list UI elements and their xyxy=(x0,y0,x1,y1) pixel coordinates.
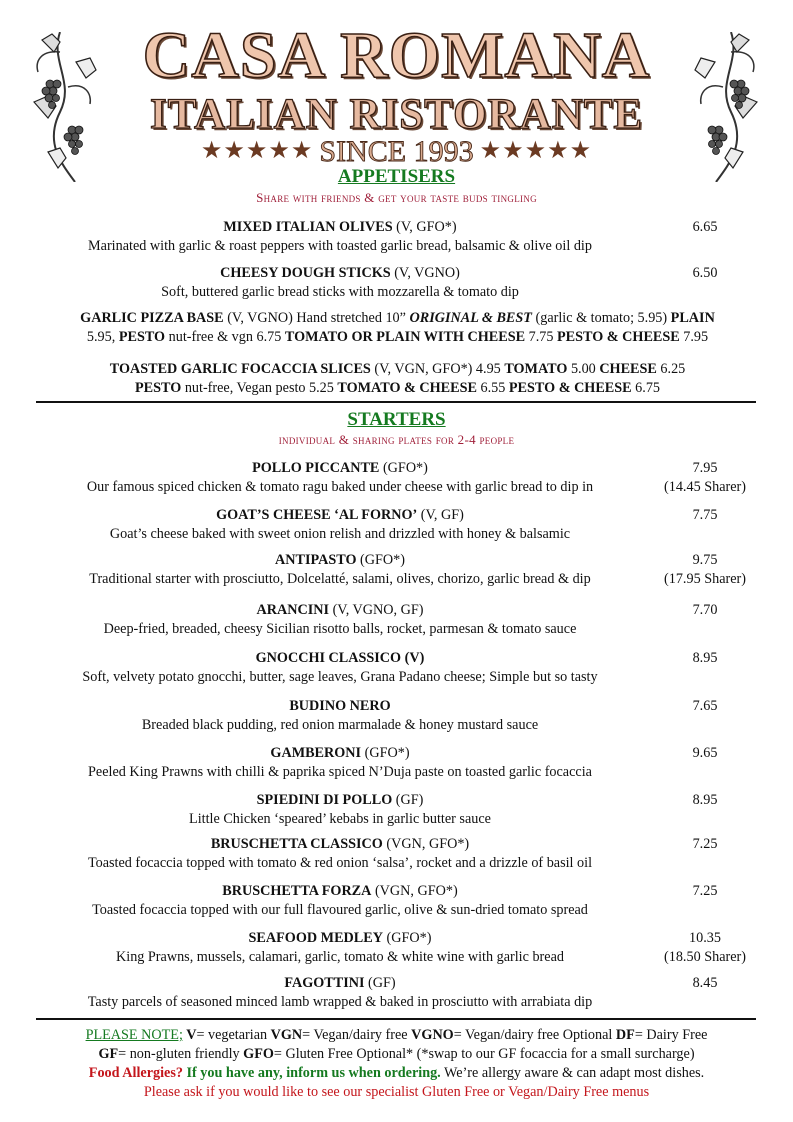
item-name: BRUSCHETTA CLASSICO xyxy=(210,836,383,852)
item-text: 7.75 xyxy=(525,329,557,345)
item-price: 10.35 xyxy=(689,930,721,946)
item-name: MIXED ITALIAN OLIVES xyxy=(223,219,393,235)
diet-key: GF xyxy=(98,1046,119,1062)
appetisers-tagline xyxy=(0,190,793,206)
item-text: nut-free & vgn 6.75 xyxy=(165,329,285,345)
item-name: GNOCCHI CLASSICO (V) xyxy=(255,650,425,666)
item-text: (V, VGN, GFO*) 4.95 xyxy=(370,361,505,377)
item-description: Our famous spiced chicken & tomato ragu baked under cheese with garlic bread to dip in xyxy=(86,478,594,495)
item-price: 8.95 xyxy=(692,650,718,666)
item-price: 9.75 xyxy=(692,552,718,568)
specialist-menus-note: Please ask if you would like to see our specialist Gluten Free or Vegan/Dairy Free menus xyxy=(143,1084,650,1100)
item-price: 8.95 xyxy=(692,792,718,808)
item-title xyxy=(40,649,640,668)
dietary-notes xyxy=(20,1026,773,1102)
starters-tagline xyxy=(0,432,793,448)
menu-item xyxy=(40,551,760,588)
menu-item xyxy=(40,744,760,781)
item-text: (V, VGNO) Hand stretched 10” xyxy=(223,310,410,326)
item-description: Tasty parcels of seasoned minced lamb wrapped & baked in prosciutto with arrabiata dip xyxy=(87,993,593,1010)
item-price: 9.65 xyxy=(692,745,718,761)
item-price: 7.95 xyxy=(692,460,718,476)
restaurant-subtitle: ITALIAN RISTORANTE xyxy=(149,91,644,138)
item-text: 7.95 xyxy=(679,329,709,345)
menu-item xyxy=(40,882,760,919)
item-description: Toasted focaccia topped with our full flavoured garlic, olive & sun-dried tomato spread xyxy=(92,901,588,918)
menu-item xyxy=(40,218,760,255)
menu-item xyxy=(40,459,760,496)
please-note-label: PLEASE NOTE; xyxy=(85,1027,183,1043)
diet-def: = Gluten Free Optional* (*swap to our GF focaccia for a small surcharge) xyxy=(273,1046,695,1062)
diet-key: VGNO xyxy=(411,1027,454,1043)
item-tags: (V, GFO*) xyxy=(392,219,457,235)
item-tags: (GF) xyxy=(392,792,424,808)
item-price: 7.25 xyxy=(692,883,718,899)
item-description: Toasted focaccia topped with tomato & red onion ‘salsa’, rocket and a drizzle of basil oil xyxy=(87,854,593,871)
item-description: Breaded black pudding, red onion marmalade & honey mustard sauce xyxy=(141,716,539,733)
menu-header xyxy=(0,20,793,170)
tagline-text: individual & sharing plates for 2-4 people xyxy=(278,432,515,447)
item-tags: (V, GF) xyxy=(417,507,464,523)
item-sharer-price: (17.95 Sharer) xyxy=(664,571,746,587)
item-title xyxy=(40,882,640,901)
menu-item xyxy=(40,264,760,301)
item-tags: (GF) xyxy=(364,975,396,991)
menu-item xyxy=(40,835,760,872)
restaurant-name: CASA ROMANA xyxy=(142,19,651,92)
item-price: 7.75 xyxy=(692,507,718,523)
item-sharer-price: (18.50 Sharer) xyxy=(664,949,746,965)
diet-key: DF xyxy=(615,1027,635,1043)
section-divider xyxy=(36,1018,756,1020)
diet-def: = non-gluten friendly xyxy=(118,1046,244,1062)
star-icon: ★★★★★ xyxy=(479,138,593,164)
item-description: Little Chicken ‘speared’ kebabs in garlic butter sauce xyxy=(189,810,491,827)
diet-def: = Dairy Free xyxy=(634,1027,708,1043)
item-tags: (V, VGNO, GF) xyxy=(329,602,424,618)
item-tags: (GFO*) xyxy=(356,552,405,568)
focaccia-item xyxy=(30,360,765,398)
starters-heading: STARTERS xyxy=(347,409,446,430)
item-tags: (GFO*) xyxy=(379,460,428,476)
item-title xyxy=(40,218,640,237)
item-description: Peeled King Prawns with chilli & paprika spiced N’Duja paste on toasted garlic focaccia xyxy=(88,763,592,780)
item-price: 6.65 xyxy=(692,219,718,235)
menu-item xyxy=(40,791,760,828)
section-divider xyxy=(36,401,756,403)
item-title xyxy=(40,929,640,948)
diet-key: GFO xyxy=(243,1046,274,1062)
item-name: POLLO PICCANTE xyxy=(252,460,380,476)
item-title xyxy=(40,974,640,993)
item-variant: PESTO & CHEESE xyxy=(508,380,632,396)
item-price: 8.45 xyxy=(692,975,718,991)
menu-item xyxy=(40,929,760,966)
star-icon: ★★★★★ xyxy=(200,138,314,164)
item-tags: (VGN, GFO*) xyxy=(371,883,458,899)
item-variant: PESTO & CHEESE xyxy=(556,329,680,345)
menu-item xyxy=(40,697,760,734)
item-tags: (GFO*) xyxy=(361,745,410,761)
item-tags: (VGN, GFO*) xyxy=(382,836,470,852)
item-variant: TOMATO OR PLAIN WITH CHEESE xyxy=(284,329,526,345)
item-description: Soft, velvety potato gnocchi, butter, sage leaves, Grana Padano cheese; Simple but so tasty xyxy=(82,668,598,685)
since-year: SINCE 1993 xyxy=(319,135,474,168)
item-description: Deep-fried, breaded, cheesy Sicilian risotto balls, rocket, parmesan & tomato sauce xyxy=(103,620,577,637)
item-name: GAMBERONI xyxy=(270,745,362,761)
since-banner xyxy=(0,134,793,169)
item-name: ANTIPASTO xyxy=(275,552,357,568)
item-text: 6.25 xyxy=(656,361,686,377)
diet-key: VGN xyxy=(270,1027,303,1043)
item-description: Soft, buttered garlic bread sticks with mozzarella & tomato dip xyxy=(161,283,519,300)
item-text: nut-free, Vegan pesto 5.25 xyxy=(181,380,338,396)
item-name: FAGOTTINI xyxy=(284,975,365,991)
item-title xyxy=(40,791,640,810)
item-description: King Prawns, mussels, calamari, garlic, tomato & white wine with garlic bread xyxy=(116,948,564,965)
item-variant: ORIGINAL & BEST xyxy=(409,310,532,326)
item-description: Goat’s cheese baked with sweet onion relish and drizzled with honey & balsamic xyxy=(109,525,571,542)
item-tags: (GFO*) xyxy=(382,930,432,946)
item-name: GARLIC PIZZA BASE xyxy=(80,310,224,326)
item-title xyxy=(40,697,640,716)
item-tags: (V, VGNO) xyxy=(390,265,460,281)
allergy-text: We’re allergy aware & can adapt most dishes. xyxy=(440,1065,705,1081)
item-variant: PESTO xyxy=(135,380,182,396)
appetisers-heading: APPETISERS xyxy=(337,166,456,187)
allergy-instruction: If you have any, inform us when ordering. xyxy=(182,1065,441,1081)
item-title xyxy=(40,264,640,283)
item-price: 7.70 xyxy=(692,602,718,618)
item-name: BRUSCHETTA FORZA xyxy=(222,883,372,899)
item-title xyxy=(40,551,640,570)
item-text: 5.95, xyxy=(86,329,119,345)
item-name: CHEESY DOUGH STICKS xyxy=(220,265,391,281)
diet-def: = Vegan/dairy free xyxy=(302,1027,412,1043)
item-price: 7.25 xyxy=(692,836,718,852)
item-variant: CHEESE xyxy=(599,361,657,377)
item-title xyxy=(40,459,640,478)
item-name: SPIEDINI DI POLLO xyxy=(256,792,393,808)
item-price: 7.65 xyxy=(692,698,718,714)
menu-item xyxy=(40,974,760,1011)
item-name: GOAT’S CHEESE ‘AL FORNO’ xyxy=(216,507,418,523)
item-text: 6.55 xyxy=(476,380,509,396)
item-description: Marinated with garlic & roast peppers with toasted garlic bread, balsamic & olive oil dip xyxy=(88,237,592,254)
item-title xyxy=(40,744,640,763)
item-title xyxy=(40,601,640,620)
item-name: BUDINO NERO xyxy=(289,698,391,714)
item-variant: PLAIN xyxy=(670,310,715,326)
item-title xyxy=(40,506,640,525)
item-text: 6.75 xyxy=(631,380,660,396)
menu-item xyxy=(40,506,760,543)
allergy-label: Food Allergies? xyxy=(88,1065,183,1081)
item-sharer-price: (14.45 Sharer) xyxy=(664,479,746,495)
item-variant: PESTO xyxy=(118,329,166,345)
item-text: (garlic & tomato; 5.95) xyxy=(531,310,671,326)
diet-def: = Vegan/dairy free Optional xyxy=(453,1027,616,1043)
garlic-pizza-item xyxy=(30,309,765,347)
item-title xyxy=(40,835,640,854)
item-variant: TOMATO & CHEESE xyxy=(337,380,477,396)
item-name: ARANCINI xyxy=(256,602,330,618)
item-name: TOASTED GARLIC FOCACCIA SLICES xyxy=(109,361,371,377)
item-description: Traditional starter with prosciutto, Dolcelatté, salami, olives, chorizo, garlic bread & dip xyxy=(89,570,591,587)
item-price: 6.50 xyxy=(692,265,718,281)
menu-item xyxy=(40,649,760,686)
diet-key: V xyxy=(182,1027,197,1043)
item-name: SEAFOOD MEDLEY xyxy=(248,930,383,946)
tagline-text: Share with friends & get your taste buds tingling xyxy=(256,190,537,205)
diet-def: = vegetarian xyxy=(196,1027,271,1043)
menu-item xyxy=(40,601,760,638)
item-text: 5.00 xyxy=(567,361,600,377)
item-variant: TOMATO xyxy=(504,361,568,377)
